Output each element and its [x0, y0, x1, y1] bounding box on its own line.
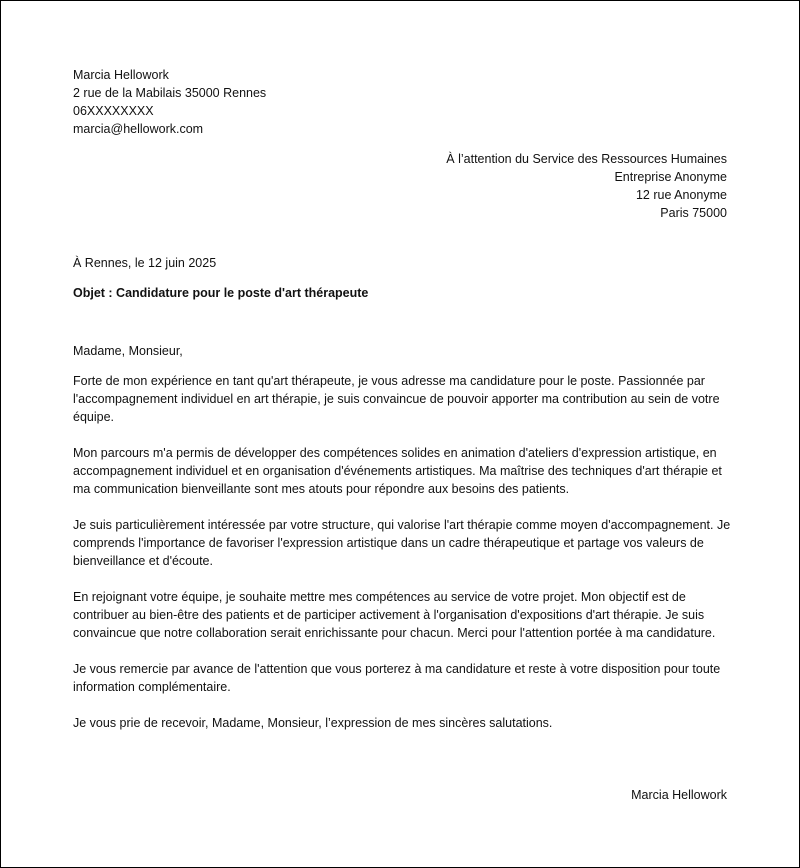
- sender-address: 2 rue de la Mabilais 35000 Rennes: [73, 86, 267, 100]
- recipient-city: Paris 75000: [660, 206, 727, 220]
- body-paragraph-thanks: Je vous remercie par avance de l'attention que vous porterez à ma candidature et reste à votre disposition pour toute information complémentaire.: [73, 662, 721, 694]
- body-paragraph-skills: Mon parcours m'a permis de développer des compétences solides en animation d'ateliers d'expression artistique, en accompagnement individuel et en organisation d'événements artistiques. Ma maîtrise des techniques d'art thérapie et ma communication bienveillante sont mes atouts pour répondre aux besoins des patients.: [73, 446, 722, 496]
- body-paragraph-motivation: Je suis particulièrement intéressée par votre structure, qui valorise l'art thérapie comme moyen d'accompagnement. Je comprends l'importance de favoriser l'expression artistique dans un cadre thérapeutique et partage vos valeurs de bienveillance et d'écoute.: [73, 518, 731, 568]
- recipient-street: 12 rue Anonyme: [635, 188, 727, 202]
- body-paragraph-goals: En rejoignant votre équipe, je souhaite mettre mes compétences au service de votre projet. Mon objectif est de contribuer au bien-être des patients et de participer activement à l'organisation d'expositions d'art thérapie. Je suis convaincue que notre collaboration serait enrichissante pour chacun. Merci pour l'attention portée à ma candidature.: [73, 590, 716, 640]
- sender-name: Marcia Hellowork: [73, 68, 169, 82]
- letter-body: [73, 372, 733, 750]
- date-line: À Rennes, le 12 juin 2025: [73, 256, 217, 270]
- recipient-block: [446, 150, 727, 222]
- recipient-company: Entreprise Anonyme: [614, 170, 727, 184]
- body-paragraph-closing: Je vous prie de recevoir, Madame, Monsieur, l’expression de mes sincères salutations.: [73, 716, 553, 730]
- sender-email: marcia@hellowork.com: [73, 122, 204, 136]
- salutation: Madame, Monsieur,: [73, 344, 183, 358]
- signature: Marcia Hellowork: [631, 788, 727, 802]
- sender-phone: 06XXXXXXXX: [73, 104, 154, 118]
- body-paragraph-intro: Forte de mon expérience en tant qu'art thérapeute, je vous adresse ma candidature pour le poste. Passionnée par l'accompagnement individuel en art thérapie, je suis convaincue de pouvoir apporter ma contribution au sein de votre équipe.: [73, 374, 720, 424]
- recipient-attention: À l’attention du Service des Ressources Humaines: [446, 152, 727, 166]
- subject-line: Objet : Candidature pour le poste d'art thérapeute: [73, 286, 369, 300]
- sender-block: [73, 66, 266, 138]
